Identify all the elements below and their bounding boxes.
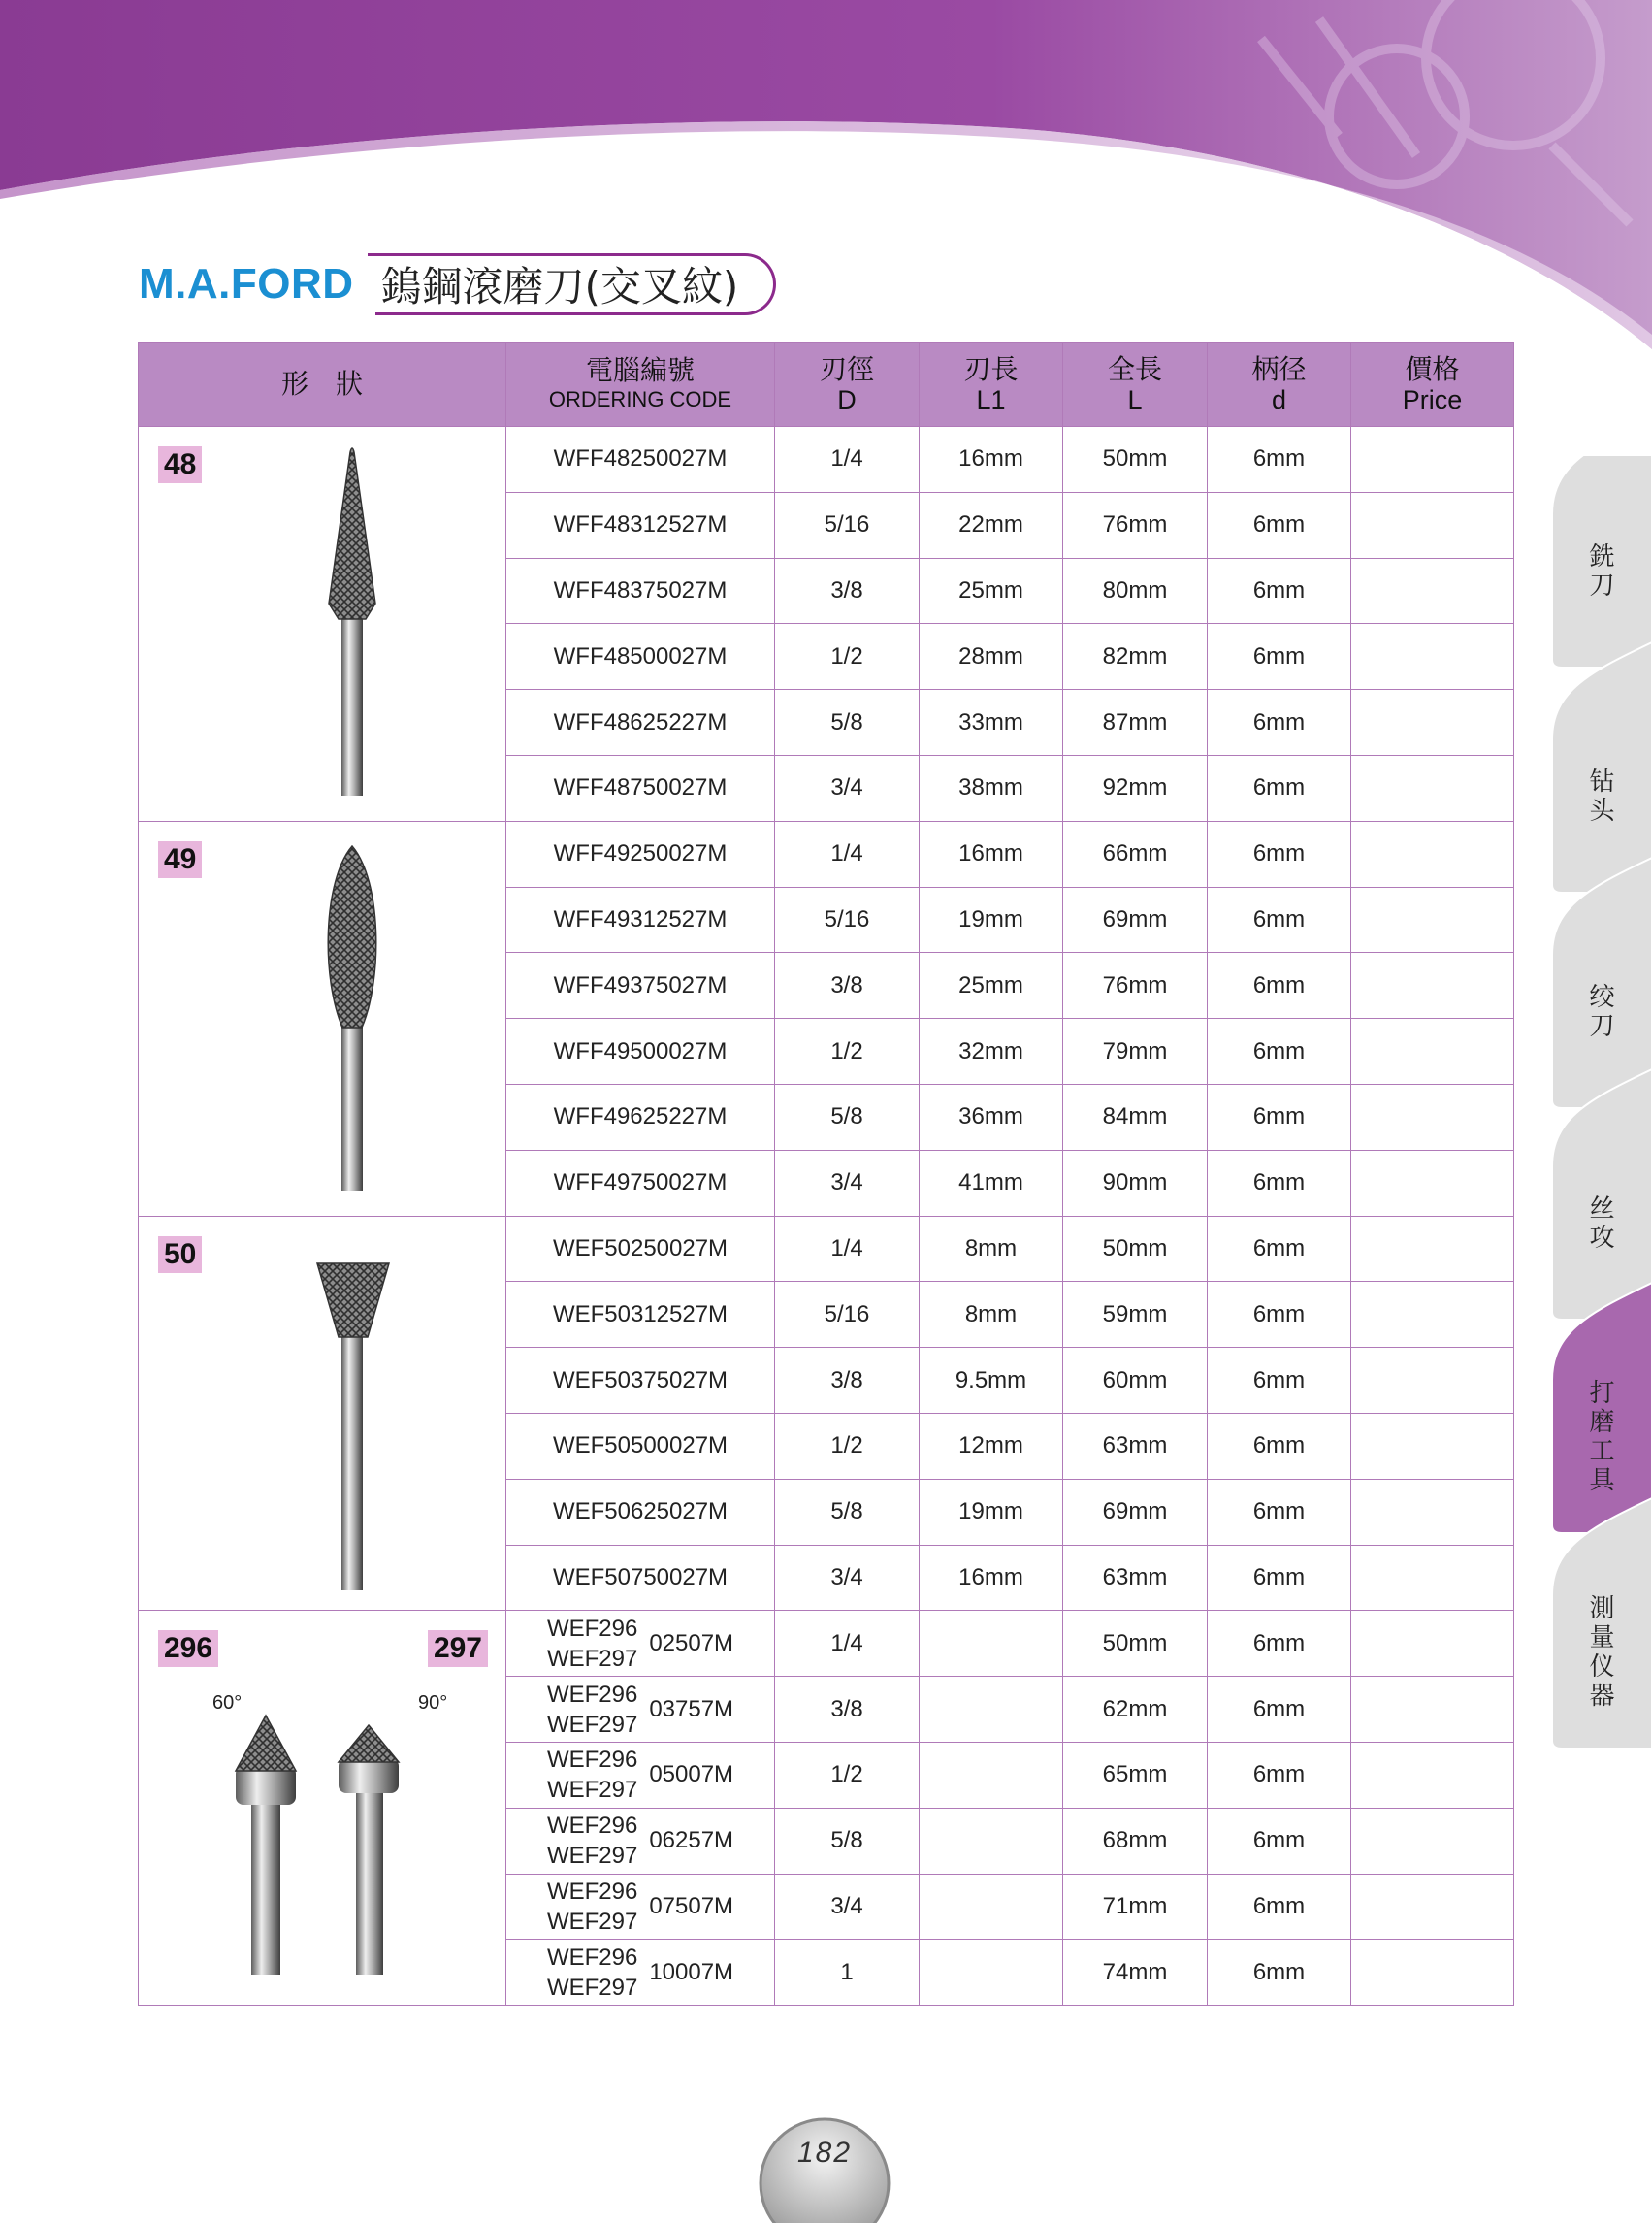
overall-length-value: 69mm xyxy=(1063,1479,1208,1545)
code-suffix: 02507M xyxy=(649,1629,734,1656)
ordering-code: WFF49250027M xyxy=(506,821,775,887)
ordering-code xyxy=(506,1677,775,1743)
overall-length-value: 74mm xyxy=(1063,1940,1208,2006)
cut-length-value: 8mm xyxy=(920,1282,1063,1348)
overall-length-value: 87mm xyxy=(1063,690,1208,756)
overall-length-value: 92mm xyxy=(1063,755,1208,821)
shape-number-badge: 49 xyxy=(158,841,202,878)
price-value xyxy=(1351,1348,1514,1414)
table-row xyxy=(139,427,1514,493)
price-value xyxy=(1351,1808,1514,1874)
tab-label-char: 量 xyxy=(1589,1623,1615,1652)
tab-label-char: 钻 xyxy=(1589,768,1615,797)
price-value xyxy=(1351,690,1514,756)
price-value xyxy=(1351,1874,1514,1940)
table-row xyxy=(139,821,1514,887)
cut-length-value: 22mm xyxy=(920,492,1063,558)
overall-length-value: 63mm xyxy=(1063,1545,1208,1611)
cut-length-value: 19mm xyxy=(920,887,1063,953)
price-value xyxy=(1351,953,1514,1019)
diameter-value: 5/8 xyxy=(775,1808,920,1874)
shape-number-badge: 296 xyxy=(158,1630,218,1667)
cut-length-value: 36mm xyxy=(920,1084,1063,1150)
ordering-code xyxy=(506,1742,775,1808)
diameter-value: 1/2 xyxy=(775,1742,920,1808)
ordering-code xyxy=(506,1808,775,1874)
code-prefix: WEF296 xyxy=(546,1878,638,1905)
category-tabs xyxy=(1552,456,1652,1892)
diameter-value: 1 xyxy=(775,1940,920,2006)
ordering-code: WEF50500027M xyxy=(506,1413,775,1479)
shank-value: 6mm xyxy=(1208,1479,1351,1545)
page-number: 182 xyxy=(796,2137,853,2169)
cut-length-value xyxy=(920,1611,1063,1677)
table-row xyxy=(139,1611,1514,1677)
shank-value: 6mm xyxy=(1208,887,1351,953)
price-value xyxy=(1351,1084,1514,1150)
tab-label-char: 绞 xyxy=(1589,983,1615,1012)
cut-length-value: 12mm xyxy=(920,1413,1063,1479)
price-value xyxy=(1351,755,1514,821)
diameter-value: 5/8 xyxy=(775,1479,920,1545)
burr-tool-illustration xyxy=(139,427,506,815)
price-value xyxy=(1351,624,1514,690)
shape-cell xyxy=(139,1611,506,2006)
page-heading xyxy=(139,250,776,318)
diameter-value: 3/8 xyxy=(775,953,920,1019)
col-shape: 形 狀 xyxy=(139,343,506,427)
shape-number-badge: 50 xyxy=(158,1236,202,1273)
ordering-code: WEF50312527M xyxy=(506,1282,775,1348)
diameter-value: 3/4 xyxy=(775,1874,920,1940)
shank-value: 6mm xyxy=(1208,1808,1351,1874)
shank-value: 6mm xyxy=(1208,558,1351,624)
diameter-value: 1/4 xyxy=(775,427,920,493)
price-value xyxy=(1351,887,1514,953)
burr-tool-illustration xyxy=(139,1611,506,1999)
tab-label-char: 打 xyxy=(1589,1379,1615,1408)
price-value xyxy=(1351,1677,1514,1743)
ordering-code: WFF48375027M xyxy=(506,558,775,624)
ordering-code: WEF50750027M xyxy=(506,1545,775,1611)
tab-label-char: 刀 xyxy=(1589,1012,1615,1041)
diameter-value: 1/2 xyxy=(775,624,920,690)
ordering-code: WEF50375027M xyxy=(506,1348,775,1414)
overall-length-value: 50mm xyxy=(1063,1611,1208,1677)
code-prefix: WEF297 xyxy=(546,1711,638,1738)
ordering-code: WEF50625027M xyxy=(506,1479,775,1545)
tab-label-char: 具 xyxy=(1589,1466,1615,1495)
cut-length-value: 33mm xyxy=(920,690,1063,756)
code-suffix: 06257M xyxy=(649,1827,734,1854)
overall-length-value: 76mm xyxy=(1063,953,1208,1019)
overall-length-value: 84mm xyxy=(1063,1084,1208,1150)
ordering-code: WFF49500027M xyxy=(506,1019,775,1085)
code-suffix: 10007M xyxy=(649,1958,734,1985)
tab-label-char: 銑 xyxy=(1589,542,1615,572)
diameter-value: 3/8 xyxy=(775,1677,920,1743)
cut-length-value: 41mm xyxy=(920,1150,1063,1216)
header-row xyxy=(139,343,1514,427)
shape-cell xyxy=(139,1216,506,1611)
code-suffix: 07507M xyxy=(649,1892,734,1919)
price-value xyxy=(1351,492,1514,558)
price-value xyxy=(1351,558,1514,624)
cut-length-value: 38mm xyxy=(920,755,1063,821)
overall-length-value: 66mm xyxy=(1063,821,1208,887)
title-frame xyxy=(375,253,777,315)
tab-label-char: 头 xyxy=(1589,797,1615,826)
diameter-value: 3/4 xyxy=(775,755,920,821)
shank-value: 6mm xyxy=(1208,1677,1351,1743)
diameter-value: 1/2 xyxy=(775,1019,920,1085)
ordering-code: WFF49625227M xyxy=(506,1084,775,1150)
category-tab[interactable] xyxy=(1552,1137,1652,1310)
shank-value: 6mm xyxy=(1208,1019,1351,1085)
diameter-value: 1/4 xyxy=(775,1611,920,1677)
shape-cell xyxy=(139,821,506,1216)
price-value xyxy=(1351,1742,1514,1808)
tab-label-char: 刀 xyxy=(1589,572,1615,601)
code-suffix: 03757M xyxy=(649,1695,734,1722)
burr-tool-illustration xyxy=(139,1217,506,1605)
cut-length-value xyxy=(920,1940,1063,2006)
cut-length-value xyxy=(920,1677,1063,1743)
overall-length-value: 90mm xyxy=(1063,1150,1208,1216)
diameter-value: 1/2 xyxy=(775,1413,920,1479)
diameter-value: 5/16 xyxy=(775,887,920,953)
overall-length-value: 76mm xyxy=(1063,492,1208,558)
overall-length-value: 71mm xyxy=(1063,1874,1208,1940)
category-tab[interactable] xyxy=(1552,926,1652,1098)
table-row xyxy=(139,1216,1514,1282)
cut-length-value xyxy=(920,1808,1063,1874)
cut-length-value: 16mm xyxy=(920,427,1063,493)
price-value xyxy=(1351,1413,1514,1479)
ordering-code: WFF48625227M xyxy=(506,690,775,756)
price-value xyxy=(1351,1611,1514,1677)
diameter-value: 5/16 xyxy=(775,492,920,558)
shank-value: 6mm xyxy=(1208,1874,1351,1940)
shank-value: 6mm xyxy=(1208,755,1351,821)
cut-length-value xyxy=(920,1742,1063,1808)
shank-value: 6mm xyxy=(1208,492,1351,558)
cut-length-value xyxy=(920,1874,1063,1940)
overall-length-value: 69mm xyxy=(1063,887,1208,953)
ordering-code: WFF48312527M xyxy=(506,492,775,558)
tab-label-char: 丝 xyxy=(1589,1194,1615,1224)
price-value xyxy=(1351,1940,1514,2006)
tab-label-char: 器 xyxy=(1589,1682,1615,1711)
overall-length-value: 60mm xyxy=(1063,1348,1208,1414)
ordering-code xyxy=(506,1940,775,2006)
shape-number-badge: 297 xyxy=(428,1630,488,1667)
ordering-code: WFF49750027M xyxy=(506,1150,775,1216)
price-value xyxy=(1351,1019,1514,1085)
category-tab[interactable] xyxy=(1552,1351,1652,1523)
category-tab[interactable] xyxy=(1552,485,1652,658)
col-diameter: 刃徑 D xyxy=(775,343,920,427)
code-prefix: WEF297 xyxy=(546,1908,638,1935)
col-cut-length: 刃長 L1 xyxy=(920,343,1063,427)
code-prefix: WEF296 xyxy=(546,1747,638,1774)
code-prefix: WEF296 xyxy=(546,1944,638,1971)
price-value xyxy=(1351,1479,1514,1545)
overall-length-value: 63mm xyxy=(1063,1413,1208,1479)
diameter-value: 3/4 xyxy=(775,1545,920,1611)
cut-length-value: 8mm xyxy=(920,1216,1063,1282)
shank-value: 6mm xyxy=(1208,953,1351,1019)
code-prefix: WEF297 xyxy=(546,1843,638,1870)
diameter-value: 5/16 xyxy=(775,1282,920,1348)
diameter-value: 3/4 xyxy=(775,1150,920,1216)
angle-label: 60° xyxy=(212,1692,243,1715)
angle-label: 90° xyxy=(418,1692,448,1715)
col-price: 價格 Price xyxy=(1351,343,1514,427)
shape-number-badge: 48 xyxy=(158,446,202,483)
cut-length-value: 25mm xyxy=(920,558,1063,624)
shank-value: 6mm xyxy=(1208,624,1351,690)
ordering-code: WFF48750027M xyxy=(506,755,775,821)
overall-length-value: 68mm xyxy=(1063,1808,1208,1874)
cut-length-value: 28mm xyxy=(920,624,1063,690)
price-value xyxy=(1351,1545,1514,1611)
price-value xyxy=(1351,1150,1514,1216)
overall-length-value: 59mm xyxy=(1063,1282,1208,1348)
code-prefix: WEF297 xyxy=(546,1777,638,1804)
cut-length-value: 9.5mm xyxy=(920,1348,1063,1414)
diameter-value: 1/4 xyxy=(775,1216,920,1282)
price-value xyxy=(1351,427,1514,493)
cut-length-value: 16mm xyxy=(920,821,1063,887)
shank-value: 6mm xyxy=(1208,1348,1351,1414)
overall-length-value: 50mm xyxy=(1063,427,1208,493)
ordering-code xyxy=(506,1611,775,1677)
shank-value: 6mm xyxy=(1208,1413,1351,1479)
diameter-value: 3/8 xyxy=(775,558,920,624)
overall-length-value: 65mm xyxy=(1063,1742,1208,1808)
diameter-value: 5/8 xyxy=(775,690,920,756)
shank-value: 6mm xyxy=(1208,690,1351,756)
col-overall-length: 全長 L xyxy=(1063,343,1208,427)
ordering-code: WFF49375027M xyxy=(506,953,775,1019)
shank-value: 6mm xyxy=(1208,1084,1351,1150)
page-number-badge xyxy=(757,2115,892,2223)
shank-value: 6mm xyxy=(1208,427,1351,493)
ordering-code: WFF48250027M xyxy=(506,427,775,493)
page-title: 鎢鋼滾磨刀(交叉紋) xyxy=(380,263,739,311)
category-tab[interactable] xyxy=(1552,1566,1652,1739)
code-prefix: WEF297 xyxy=(546,1645,638,1672)
price-value xyxy=(1351,1216,1514,1282)
overall-length-value: 50mm xyxy=(1063,1216,1208,1282)
code-prefix: WEF296 xyxy=(546,1615,638,1642)
ordering-code: WEF50250027M xyxy=(506,1216,775,1282)
tab-label-char: 測 xyxy=(1589,1594,1615,1623)
diameter-value: 1/4 xyxy=(775,821,920,887)
price-value xyxy=(1351,821,1514,887)
shank-value: 6mm xyxy=(1208,1216,1351,1282)
tab-label-char: 仪 xyxy=(1589,1652,1615,1682)
shank-value: 6mm xyxy=(1208,1282,1351,1348)
cut-length-value: 19mm xyxy=(920,1479,1063,1545)
ordering-code: WFF48500027M xyxy=(506,624,775,690)
code-suffix: 05007M xyxy=(649,1761,734,1788)
overall-length-value: 82mm xyxy=(1063,624,1208,690)
code-prefix: WEF296 xyxy=(546,1681,638,1708)
tab-label-char: 攻 xyxy=(1589,1224,1615,1253)
tab-label-char: 工 xyxy=(1589,1437,1615,1466)
col-code: 電腦編號 ORDERING CODE xyxy=(506,343,775,427)
shank-value: 6mm xyxy=(1208,1611,1351,1677)
shape-cell xyxy=(139,427,506,822)
ordering-code: WFF49312527M xyxy=(506,887,775,953)
overall-length-value: 79mm xyxy=(1063,1019,1208,1085)
overall-length-value: 80mm xyxy=(1063,558,1208,624)
code-prefix: WEF297 xyxy=(546,1974,638,2001)
diameter-value: 5/8 xyxy=(775,1084,920,1150)
shank-value: 6mm xyxy=(1208,1545,1351,1611)
shank-value: 6mm xyxy=(1208,1742,1351,1808)
diameter-value: 3/8 xyxy=(775,1348,920,1414)
col-shank: 柄径 d xyxy=(1208,343,1351,427)
overall-length-value: 62mm xyxy=(1063,1677,1208,1743)
shank-value: 6mm xyxy=(1208,821,1351,887)
burr-tool-illustration xyxy=(139,822,506,1210)
brand-name: M.A.FORD xyxy=(139,260,354,308)
code-prefix: WEF296 xyxy=(546,1813,638,1840)
spec-table xyxy=(138,342,1514,2006)
category-tab[interactable] xyxy=(1552,710,1652,883)
tab-label-char: 磨 xyxy=(1589,1408,1615,1437)
cut-length-value: 25mm xyxy=(920,953,1063,1019)
shank-value: 6mm xyxy=(1208,1150,1351,1216)
ordering-code xyxy=(506,1874,775,1940)
price-value xyxy=(1351,1282,1514,1348)
cut-length-value: 16mm xyxy=(920,1545,1063,1611)
shank-value: 6mm xyxy=(1208,1940,1351,2006)
cut-length-value: 32mm xyxy=(920,1019,1063,1085)
